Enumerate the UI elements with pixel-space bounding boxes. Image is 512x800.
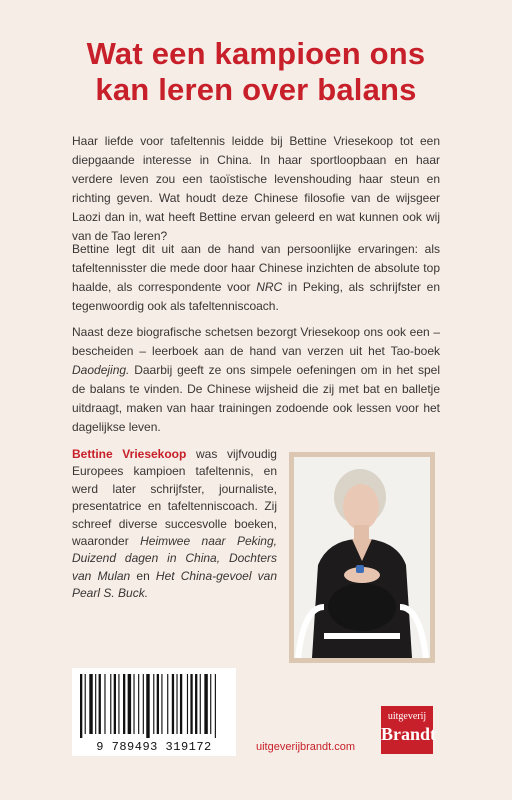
barcode-bar (89, 674, 92, 734)
publisher-logo (381, 706, 437, 754)
author-photo (294, 457, 430, 658)
barcode-bar (187, 674, 188, 734)
bio-separator-3: en (130, 568, 156, 583)
barcode-bar (80, 674, 82, 738)
paragraph-2-text-a: Bettine legt dit uit aan de hand van persoonlijke ervaringen: als tafeltennisster die mede door haar Chinese inzichten de absolute top haalde, als correspondente voor (72, 242, 440, 294)
book-title-4: Het China-gevoel van Pearl S. Buck. (72, 568, 278, 601)
blurb-paragraph-1: Haar liefde voor tafeltennis leidde bij Bettine Vriesekoop tot een diepgaande interesse in China. In haar sportloopbaan en haar verdere leven zou een taoïstische levenshouding haar steun en richting geven. Wat houdt deze Chinese filosofie van de wijsgeer Laozi dan in, wat heeft Bettine ervan geleerd en wat kunnen ook wij van de Tao leren? (72, 134, 440, 243)
book-title-3: Dochters van Mulan (72, 551, 277, 583)
paragraph-3-text-b: Daarbij geeft ze ons simpele oefeningen om in het spel de balans te vinden. De Chinese wijsheid die zij met bat en balletje uitdraagt, maken van haar trainingen zodoende ook lessen voor het dagelijkse leven. (72, 363, 440, 434)
publisher-url: uitgeverijbrandt.com (256, 741, 356, 753)
author-photo-frame (289, 452, 435, 663)
barcode-bar (128, 674, 131, 734)
isbn-number: 9 789493 319172 (96, 740, 212, 754)
barcode-bar (143, 674, 144, 734)
book-title-2: Duizend dagen in China, (72, 551, 221, 566)
bio-separator-2 (220, 551, 229, 565)
paragraph-2-text-b: in Peking, als schrijfster en tegenwoordig ook als tafeltenniscoach. (72, 280, 441, 313)
barcode-bar (133, 674, 134, 734)
barcode-bar (161, 674, 162, 734)
paragraph-2-italic: NRC (256, 280, 283, 294)
barcode-bar (114, 674, 116, 734)
barcode-bars (78, 674, 230, 738)
barcode-bar (195, 674, 197, 734)
barcode-bar (200, 674, 201, 734)
barcode-bar (190, 674, 192, 734)
barcode-bar (204, 674, 207, 734)
barcode-bar (157, 674, 159, 734)
isbn-barcode (72, 668, 236, 756)
barcode-bar (118, 674, 119, 734)
author-name: Bettine Vriesekoop (72, 447, 187, 461)
blurb-paragraph-3 (72, 323, 440, 437)
bio-text: was vijfvoudig Europees kampioen tafeltennis, en werd later schrijfster, journaliste, presentatrice en tafeltenniscoach. Zij schreef diverse succesvolle boeken, waaronder (72, 447, 277, 549)
barcode-bar (215, 674, 216, 738)
book-title-1: Heimwee naar Peking, (140, 534, 277, 549)
back-cover-title (0, 36, 512, 108)
barcode-bar (153, 674, 154, 734)
barcode-bar (176, 674, 177, 734)
logo-brand-text: Brandt (381, 724, 437, 744)
author-bio (72, 446, 277, 603)
barcode-bar (210, 674, 211, 734)
barcode-bar (95, 674, 96, 734)
title-line-1: Wat een kampioen ons (86, 36, 426, 71)
barcode-bar (99, 674, 101, 734)
barcode-bar (110, 674, 111, 734)
barcode-bar (146, 674, 149, 738)
barcode-bar (85, 674, 86, 734)
barcode-bar (138, 674, 139, 734)
barcode-bar (104, 674, 105, 734)
barcode-bar (123, 674, 125, 734)
blurb-paragraph-2 (72, 240, 440, 316)
barcode-bar (180, 674, 182, 734)
logo-small-text: uitgeverij (387, 711, 427, 722)
paragraph-3-text-a: Naast deze biografische schetsen bezorgt Vriesekoop ons ook een – bescheiden – leerboek aan de hand van verzen uit het Tao-boek (72, 325, 440, 358)
barcode-bar (167, 674, 168, 734)
paragraph-3-italic: Daodejing. (72, 363, 130, 377)
author-portrait-illustration (294, 457, 430, 658)
barcode-bar (172, 674, 174, 734)
title-line-2: kan leren over balans (95, 72, 417, 107)
